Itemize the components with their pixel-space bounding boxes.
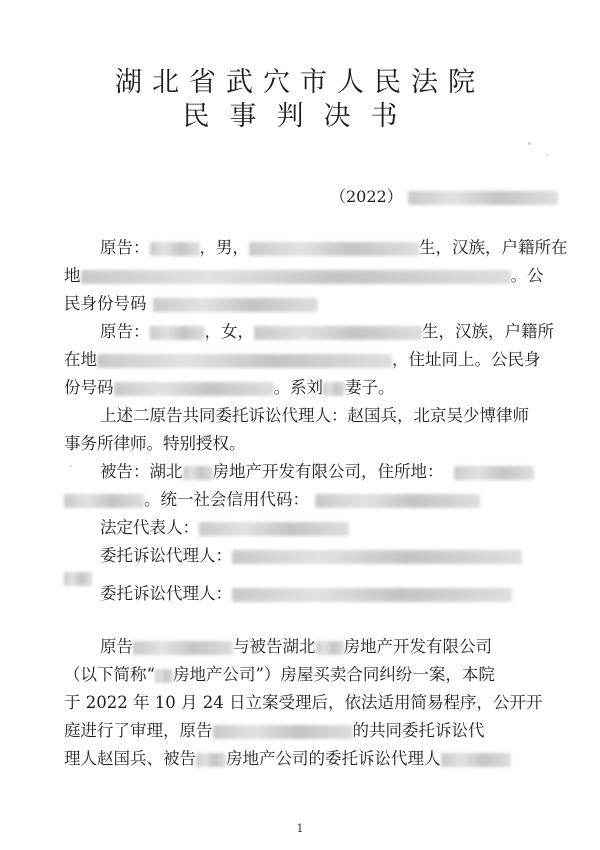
body-text: 房地产公司的委托诉讼代理人: [226, 749, 441, 768]
defendant-company: 房地产开发有限公司，住所地：: [212, 462, 444, 481]
plaintiff2-gender: ，女，: [204, 322, 254, 341]
plaintiff2-address-label: 在地: [64, 350, 97, 369]
plaintiff1-gender: ，男，: [199, 238, 249, 257]
body-text: 庭进行了审理，原告: [64, 721, 213, 740]
plaintiff2-id-label: 份号码: [64, 378, 114, 397]
legal-rep-label: 法定代表人：: [100, 518, 199, 537]
page-number: 1: [296, 822, 304, 835]
plaintiff2-line3: [64, 377, 395, 399]
body-text: 房地产开发有限公司: [343, 637, 492, 656]
body-text: 的共同委托诉讼代: [352, 721, 485, 740]
redacted-name: [150, 326, 205, 340]
plaintiff1-line1: [100, 237, 568, 259]
agent-line1: 上述二原告共同委托诉讼代理人：赵国兵，北京吴少博律师: [100, 406, 529, 425]
defendant-agent1-cont: [64, 567, 92, 589]
body-text: 理人赵国兵、被告: [64, 749, 196, 768]
redacted-birthdate: [254, 326, 422, 340]
redacted-address: [454, 466, 534, 480]
plaintiff1-line2: [64, 265, 544, 287]
case-number-prefix: （2022）: [330, 187, 403, 206]
redacted-id-number: [153, 298, 318, 312]
defendant-agent1: [100, 545, 522, 567]
redacted-company-name: [196, 753, 226, 767]
scan-speck: [70, 465, 72, 467]
body-text: 房地产公司”）房屋买卖合同纠纷一案，本院: [172, 665, 495, 684]
defendant-agent2: [100, 583, 512, 605]
case-number: [330, 186, 558, 208]
body-line1: [100, 636, 492, 658]
redacted-credit-code: [315, 494, 480, 508]
plaintiff1-id-label: 民身份号码: [64, 294, 147, 313]
plaintiff2-relation-end: 妻子。: [345, 378, 395, 397]
redacted-names: [213, 725, 353, 739]
body-line3: 于 2022 年 10 月 24 日立案受理后，依法适用简易程序，公开开: [64, 693, 543, 712]
scan-speck: [528, 142, 531, 145]
redacted-address: [64, 494, 144, 508]
agent-line2: 事务所律师。特别授权。: [64, 434, 246, 453]
redacted-company-name: [316, 641, 344, 655]
redacted-case-number: [408, 191, 558, 205]
body-line2: [64, 664, 495, 686]
redacted-address: [97, 354, 392, 368]
agent1-label: 委托诉讼代理人：: [100, 546, 232, 565]
plaintiff1-address-end: 。公: [510, 266, 544, 285]
defendant-label: 被告：湖北: [100, 462, 183, 481]
defendant-line1: [100, 461, 534, 483]
defendant-legal-rep: [100, 517, 349, 539]
redacted-address: [81, 270, 511, 284]
body-text: （以下简称“: [64, 665, 155, 684]
body-line4: [64, 720, 485, 742]
document-title: 民事判决书: [182, 101, 418, 132]
plaintiff1-ethnicity: 生，汉族，户籍所在: [419, 238, 568, 257]
redacted-agent: [232, 588, 512, 602]
redacted-company-name: [183, 466, 213, 480]
redacted-company-name: [155, 669, 173, 683]
redacted-birthdate: [249, 242, 419, 256]
plaintiff2-relation: 。系刘: [273, 378, 323, 397]
plaintiff1-line3: [64, 293, 318, 315]
plaintiff1-address-label: 地: [64, 266, 81, 285]
redacted-id-number: [114, 382, 274, 396]
plaintiff1-label: 原告：: [100, 238, 150, 257]
plaintiff2-line1: [100, 321, 554, 343]
redacted-agent: [441, 753, 511, 767]
plaintiff2-line2: [64, 349, 541, 371]
plaintiff2-address-end: ，住址同上。公民身: [392, 350, 541, 369]
defendant-credit-code-label: 。统一社会信用代码：: [144, 490, 309, 509]
body-text: 与被告湖北: [233, 637, 316, 656]
redacted-agent: [64, 572, 92, 586]
redacted-names: [133, 641, 233, 655]
court-name: 湖北省武穴市人民法院: [115, 67, 485, 98]
body-text: 原告: [100, 637, 133, 656]
redacted-name: [323, 382, 345, 396]
body-line5: [64, 748, 511, 770]
redacted-legal-rep: [199, 522, 349, 536]
plaintiff2-label: 原告：: [100, 322, 150, 341]
agent2-label: 委托诉讼代理人：: [100, 584, 232, 603]
scan-speck: [546, 154, 548, 156]
redacted-agent: [232, 550, 522, 564]
redacted-name: [150, 242, 200, 256]
defendant-line2: [64, 489, 480, 511]
plaintiff2-ethnicity: 生，汉族，户籍所: [422, 322, 554, 341]
